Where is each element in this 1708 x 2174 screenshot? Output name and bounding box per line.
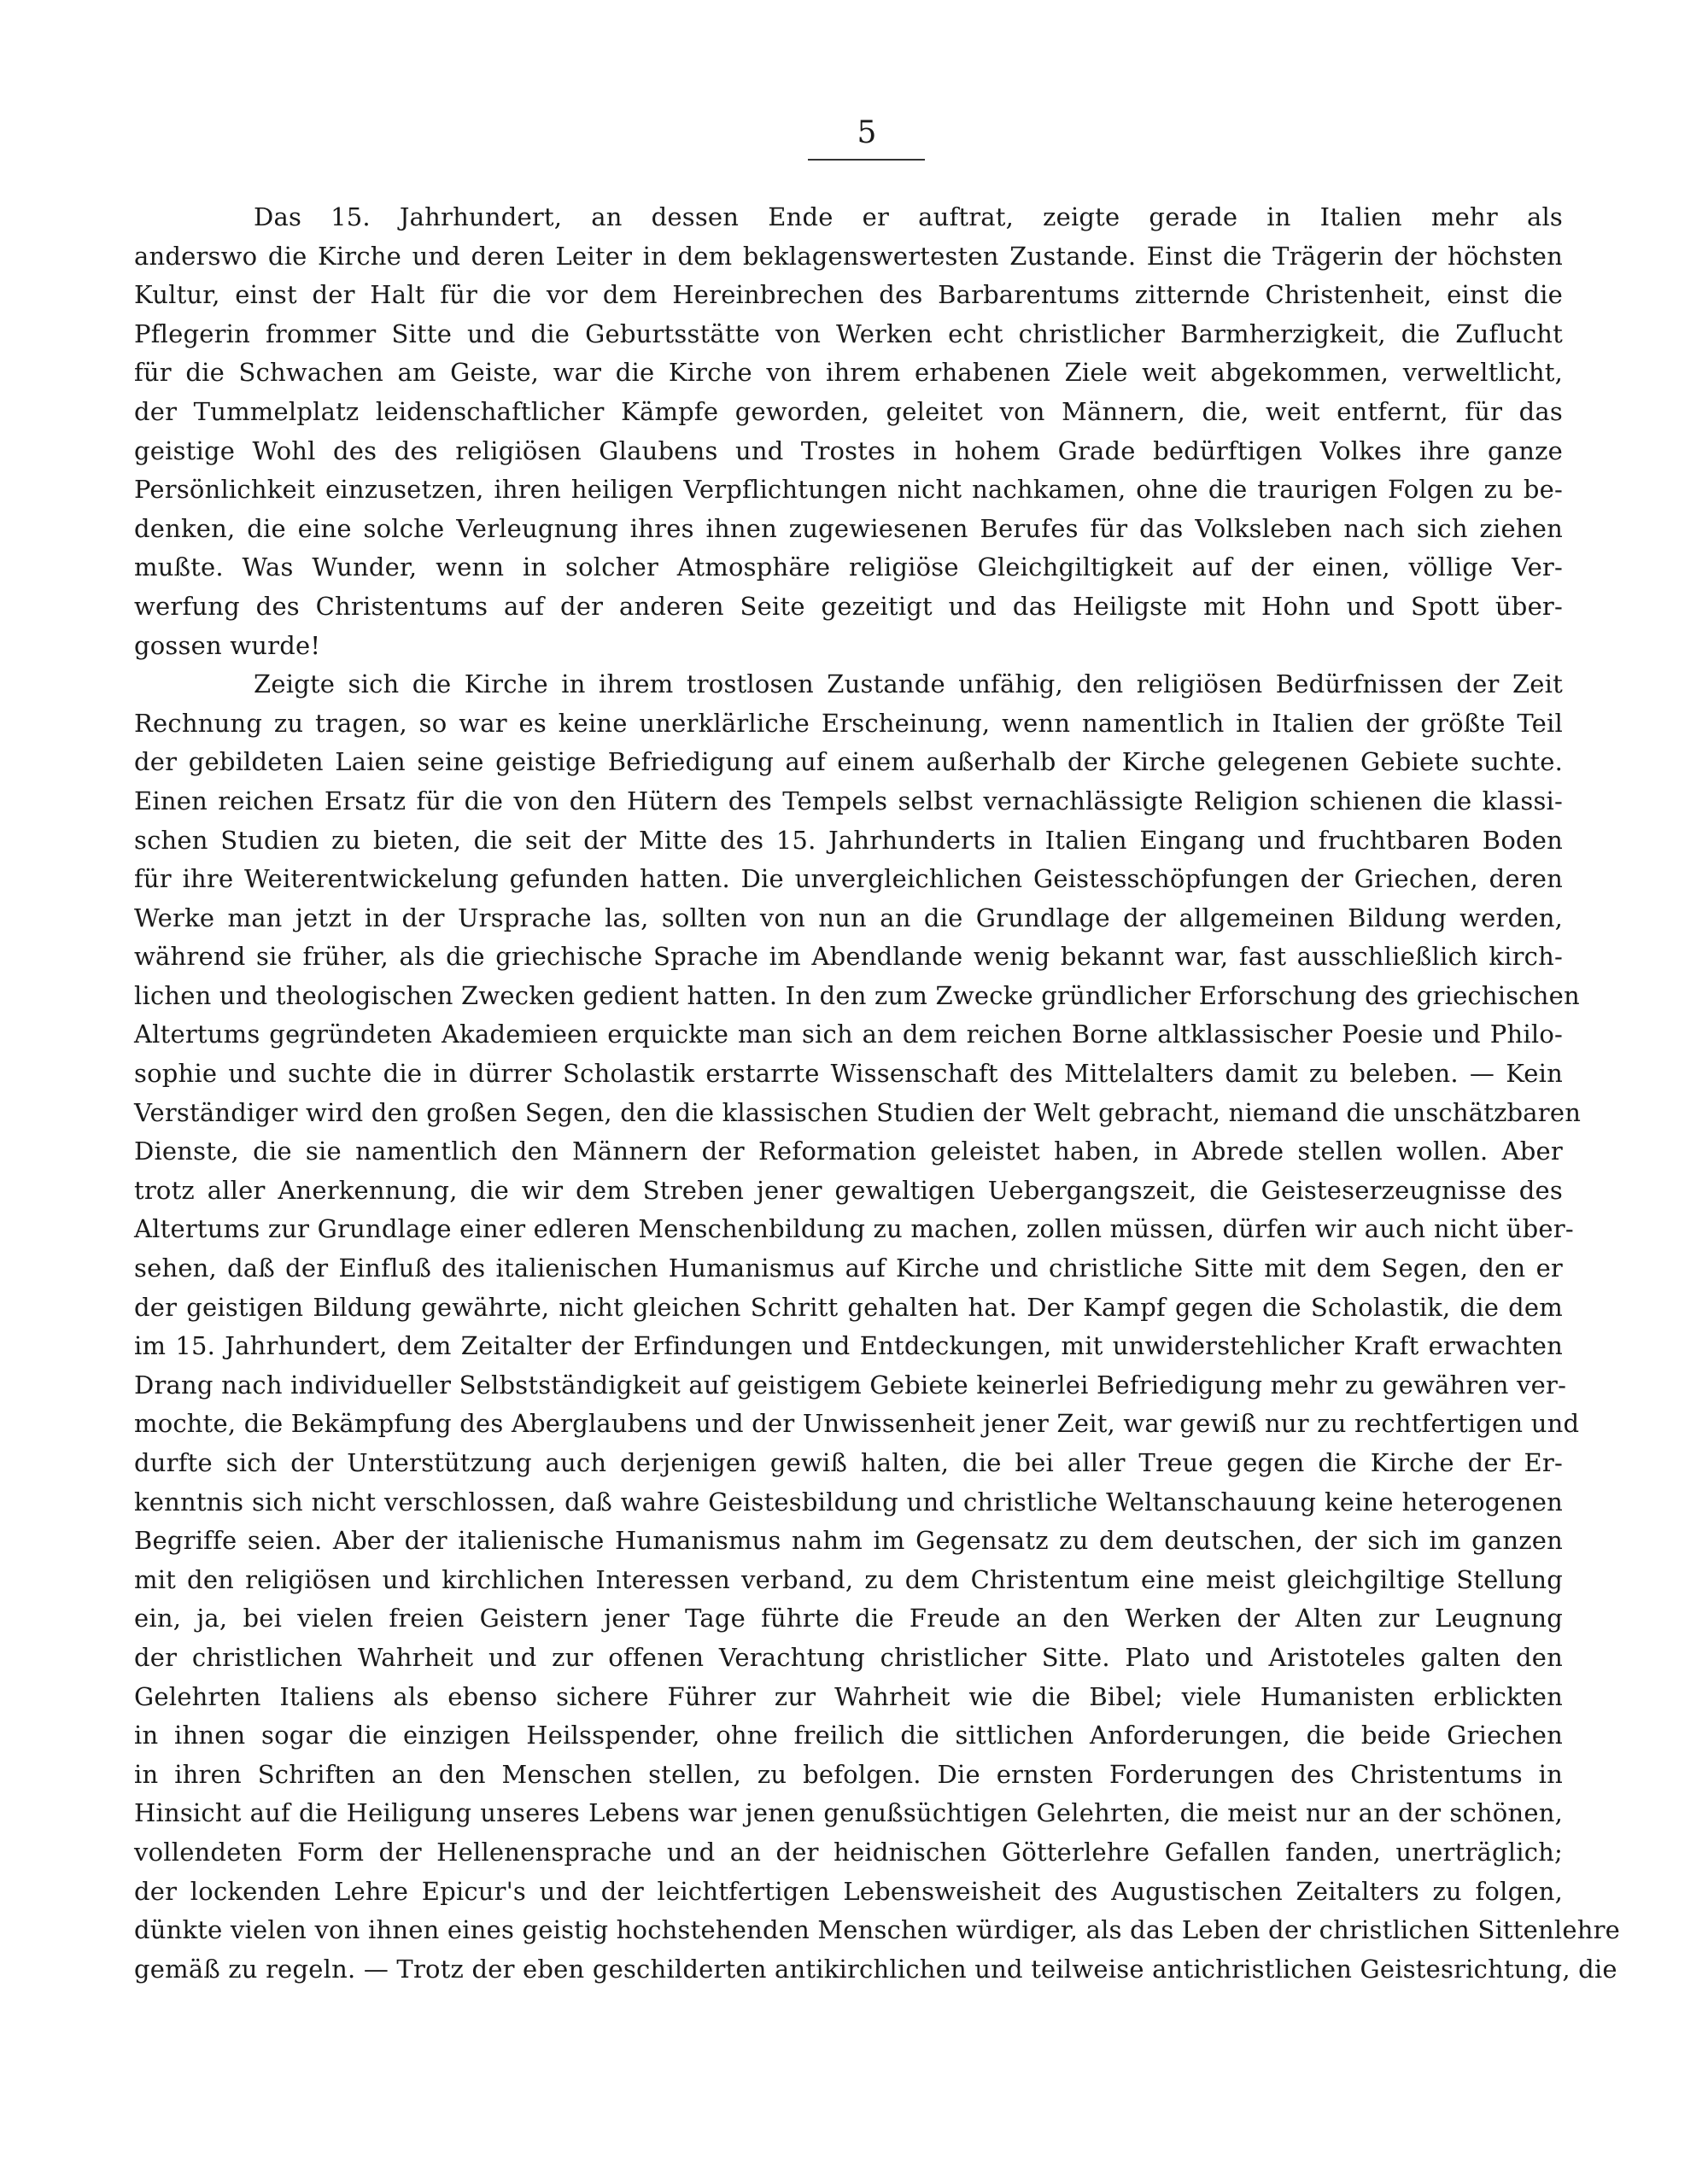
text-line: der Tummelplatz leidenschaftlicher Kämpfe geworden, geleitet von Männern, die, weit entfernt, für das — [134, 396, 1563, 426]
text-line: im 15. Jahrhundert, dem Zeitalter der Erfindungen und Entdeckungen, mit unwiderstehlicher Kraft erwachten — [134, 1331, 1563, 1361]
text-line: Einen reichen Ersatz für die von den Hütern des Tempels selbst vernachlässigte Religion schienen die klassi- — [134, 786, 1563, 815]
text-line: Persönlichkeit einzusetzen, ihren heiligen Verpflichtungen nicht nachkamen, ohne die traurigen Folgen zu be- — [134, 475, 1563, 505]
text-line: der gebildeten Laien seine geistige Befriedigung auf einem außerhalb der Kirche gelegenen Gebiete suchte. — [134, 747, 1563, 777]
text-line: Gelehrten Italiens als ebenso sichere Führer zur Wahrheit wie die Bibel; viele Humanisten erblickten — [134, 1681, 1563, 1711]
text-line: lichen und theologischen Zwecken gedient hatten. In den zum Zwecke gründlicher Erforschung des griechischen — [134, 980, 1580, 1010]
text-line: Dienste, die sie namentlich den Männern der Reformation geleistet haben, in Abrede stellen wollen. Aber — [134, 1137, 1563, 1166]
text-line: denken, die eine solche Verleugnung ihres ihnen zugewiesenen Berufes für das Volksleben nach sich ziehen — [134, 513, 1563, 543]
text-line: Werke man jetzt in der Ursprache las, sollten von nun an die Grundlage der allgemeinen Bildung werden, — [134, 903, 1563, 932]
text-line: kenntnis sich nicht verschlossen, daß wahre Geistesbildung und christliche Weltanschauung keine heterogenen — [134, 1487, 1563, 1517]
text-line: ein, ja, bei vielen freien Geistern jener Tage führte die Freude an den Werken der Alten zur Leugnung — [134, 1604, 1563, 1633]
text-line: geistige Wohl des des religiösen Glaubens und Trostes in hohem Grade bedürftigen Volkes ihre ganze — [134, 435, 1563, 465]
text-line: Drang nach individueller Selbstständigkeit auf geistigem Gebiete keinerlei Befriedigung mehr zu gewähren ver- — [134, 1370, 1567, 1400]
text-line: sehen, daß der Einfluß des italienischen Humanismus auf Kirche und christliche Sitte mit dem Segen, den er — [134, 1254, 1563, 1283]
text-line: anderswo die Kirche und deren Leiter in dem beklagenswertesten Zustande. Einst die Trägerin der höchsten — [134, 241, 1563, 271]
text-line: der christlichen Wahrheit und zur offenen Verachtung christlicher Sitte. Plato und Aristoteles galten den — [134, 1642, 1563, 1672]
text-line: Pflegerin frommer Sitte und die Geburtsstätte von Werken echt christlicher Barmherzigkeit, die Zuflucht — [134, 319, 1563, 348]
text-line: dünkte vielen von ihnen eines geistig hochstehenden Menschen würdiger, als das Leben der christlichen Sittenlehre — [134, 1915, 1621, 1945]
text-line: schen Studien zu bieten, die seit der Mitte des 15. Jahrhunderts in Italien Eingang und fruchtbaren Boden — [134, 825, 1563, 855]
page-number: 5 — [857, 115, 877, 150]
text-line: während sie früher, als die griechische Sprache im Abendlande wenig bekannt war, fast ausschließlich kirch- — [134, 942, 1563, 972]
text-line: in ihnen sogar die einzigen Heilsspender, ohne freilich die sittlichen Anforderungen, die beide Griechen — [134, 1721, 1563, 1750]
text-line: mußte. Was Wunder, wenn in solcher Atmosphäre religiöse Gleichgiltigkeit auf der einen, völlige Ver- — [134, 552, 1563, 582]
text-line: Hinsicht auf die Heiligung unseres Lebens war jenen genußsüchtigen Gelehrten, die meist nur an der schönen, — [134, 1798, 1563, 1828]
text-line: Begriffe seien. Aber der italienische Humanismus nahm im Gegensatz zu dem deutschen, der sich im ganzen — [134, 1526, 1563, 1556]
text-line: in ihren Schriften an den Menschen stellen, zu befolgen. Die ernsten Forderungen des Christentums in — [134, 1759, 1563, 1789]
text-line: der geistigen Bildung gewährte, nicht gleichen Schritt gehalten hat. Der Kampf gegen die Scholastik, die dem — [134, 1292, 1563, 1322]
text-line: Altertums zur Grundlage einer edleren Menschenbildung zu machen, zollen müssen, dürfen wir auch nicht über- — [134, 1214, 1574, 1244]
text-line: Verständiger wird den großen Segen, den die klassischen Studien der Welt gebracht, niemand die unschätzbaren — [134, 1097, 1582, 1127]
text-line: durfte sich der Unterstützung auch derjenigen gewiß halten, die bei aller Treue gegen die Kirche der Er- — [134, 1448, 1563, 1477]
text-line: für die Schwachen am Geiste, war die Kirche von ihrem erhabenen Ziele weit abgekommen, verweltlicht, — [134, 358, 1563, 388]
text-line: Das 15. Jahrhundert, an dessen Ende er auftrat, zeigte gerade in Italien mehr als — [254, 202, 1563, 231]
text-line: trotz aller Anerkennung, die wir dem Streben jener gewaltigen Uebergangszeit, die Geisteserzeugnisse des — [134, 1175, 1563, 1205]
text-line: Zeigte sich die Kirche in ihrem trostlosen Zustande unfähig, den religiösen Bedürfnissen der Zeit — [254, 669, 1563, 699]
text-line: vollendeten Form der Hellenensprache und an der heidnischen Götterlehre Gefallen fanden, unerträglich; — [134, 1837, 1563, 1867]
text-line: Kultur, einst der Halt für die vor dem Hereinbrechen des Barbarentums zitternde Christenheit, einst die — [134, 280, 1563, 310]
text-line: sophie und suchte die in dürrer Scholastik erstarrte Wissenschaft des Mittelalters damit zu beleben. — Kein — [134, 1059, 1563, 1089]
text-line: für ihre Weiterentwickelung gefunden hatten. Die unvergleichlichen Geistesschöpfungen der Griechen, deren — [134, 864, 1563, 894]
text-line: werfung des Christentums auf der anderen Seite gezeitigt und das Heiligste mit Hohn und Spott über- — [134, 591, 1563, 621]
body-text — [134, 198, 1621, 1989]
text-line: mochte, die Bekämpfung des Aberglaubens und der Unwissenheit jener Zeit, war gewiß nur zu rechtfertigen und — [134, 1409, 1580, 1439]
text-line: gossen wurde! — [134, 630, 321, 660]
header-rule — [808, 159, 925, 161]
text-line: Rechnung zu tragen, so war es keine unerklärliche Erscheinung, wenn namentlich in Italien der größte Teil — [134, 708, 1563, 738]
text-line: gemäß zu regeln. — Trotz der eben geschilderten antikirchlichen und teilweise antichristlichen Geistesrichtung, die — [134, 1954, 1617, 1984]
text-line: mit den religiösen und kirchlichen Interessen verband, zu dem Christentum eine meist gleichgiltige Stellung — [134, 1564, 1563, 1594]
text-line: Altertums gegründeten Akademieen erquickte man sich an dem reichen Borne altklassischer Poesie und Philo- — [134, 1020, 1563, 1049]
text-line: der lockenden Lehre Epicur's und der leichtfertigen Lebensweisheit des Augustischen Zeitalters zu folgen, — [134, 1876, 1563, 1906]
